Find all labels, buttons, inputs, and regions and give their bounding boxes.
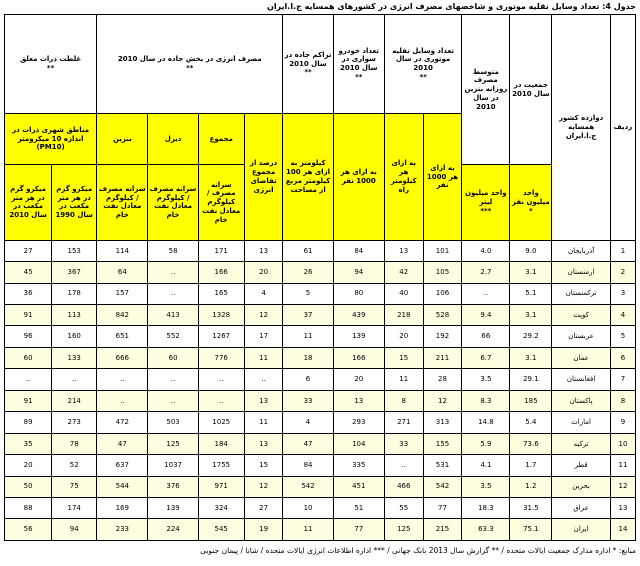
cell-share: 20 xyxy=(244,262,283,283)
header-energy-diesel-sub: سرانه مصرف / کیلوگرم معادل نفت خام xyxy=(148,165,198,241)
cell-pop: 3.1 xyxy=(510,305,552,326)
cell-fuel: .. xyxy=(462,283,510,304)
cell-pm2010: 27 xyxy=(5,240,52,261)
cell-pop: 75.1 xyxy=(510,519,552,541)
cell-n: 12 xyxy=(610,476,635,497)
cell-petrol: .. xyxy=(97,390,148,411)
table-row xyxy=(5,476,636,497)
header-energy-petrol-sub: سرانه مصرف / کیلوگرم معادل نفت خام xyxy=(97,165,148,241)
cell-country: قطر xyxy=(552,455,611,476)
cell-share: 12 xyxy=(244,476,283,497)
cell-share: 13 xyxy=(244,390,283,411)
cell-n: 1 xyxy=(610,240,635,261)
cell-road: 11 xyxy=(283,326,333,347)
cell-road: 6 xyxy=(283,369,333,390)
cell-v1000: 77 xyxy=(423,497,462,518)
cell-vkm: 271 xyxy=(384,412,423,433)
cell-pm1990: 52 xyxy=(52,455,97,476)
cell-n: 8 xyxy=(610,390,635,411)
cell-country: ایران xyxy=(552,519,611,541)
cell-country: عراق xyxy=(552,497,611,518)
cell-pm1990: 133 xyxy=(52,347,97,368)
cell-v1000: 101 xyxy=(423,240,462,261)
table-row xyxy=(5,412,636,433)
cell-pm1990: 273 xyxy=(52,412,97,433)
cell-vkm: 11 xyxy=(384,369,423,390)
cell-country: ترکمنستان xyxy=(552,283,611,304)
header-vehicles xyxy=(384,15,461,114)
cell-diesel: 60 xyxy=(148,347,198,368)
cell-total: .. xyxy=(198,390,244,411)
cell-n: 7 xyxy=(610,369,635,390)
cell-pop: 29.1 xyxy=(510,369,552,390)
cell-diesel: .. xyxy=(148,369,198,390)
cell-road: 5 xyxy=(283,283,333,304)
cell-fuel: 3.5 xyxy=(462,369,510,390)
cell-pop: 31.5 xyxy=(510,497,552,518)
cell-fuel: 14.8 xyxy=(462,412,510,433)
cell-petrol: 637 xyxy=(97,455,148,476)
cell-pm2010: 45 xyxy=(5,262,52,283)
cell-pop: 29.2 xyxy=(510,326,552,347)
header-population-label: جمعیت در سال 2010 xyxy=(512,80,550,98)
cell-v1000: 215 xyxy=(423,519,462,541)
cell-pop: 3.1 xyxy=(510,262,552,283)
cell-pm2010: 91 xyxy=(5,305,52,326)
cell-road: 10 xyxy=(283,497,333,518)
cell-v1000: 155 xyxy=(423,433,462,454)
cell-fuel: 2.7 xyxy=(462,262,510,283)
cell-v1000: 106 xyxy=(423,283,462,304)
cell-vkm: 15 xyxy=(384,347,423,368)
table-row xyxy=(5,390,636,411)
cell-diesel: .. xyxy=(148,262,198,283)
header-road-density-note: ** xyxy=(304,68,312,77)
cell-pop: 5.1 xyxy=(510,283,552,304)
cell-fuel: 66 xyxy=(462,326,510,347)
cell-n: 14 xyxy=(610,519,635,541)
cell-n: 10 xyxy=(610,433,635,454)
header-road-density xyxy=(283,15,333,114)
cell-fuel: 6.7 xyxy=(462,347,510,368)
cell-road: 26 xyxy=(283,262,333,283)
cell-pop: 3.1 xyxy=(510,347,552,368)
cell-share: 11 xyxy=(244,347,283,368)
cell-country: ترکیه xyxy=(552,433,611,454)
cell-petrol: 169 xyxy=(97,497,148,518)
cell-road: 11 xyxy=(283,519,333,541)
cell-diesel: 224 xyxy=(148,519,198,541)
table-row xyxy=(5,347,636,368)
header-pm-note: ** xyxy=(46,64,55,73)
cell-country: آذربایجان xyxy=(552,240,611,261)
cell-country: بحرین xyxy=(552,476,611,497)
cell-pm1990: 174 xyxy=(52,497,97,518)
cell-share: 4 xyxy=(244,283,283,304)
cell-vkm: 466 xyxy=(384,476,423,497)
cell-c1000: 139 xyxy=(333,326,384,347)
cell-pm2010: 36 xyxy=(5,283,52,304)
cell-c1000: 451 xyxy=(333,476,384,497)
cell-n: 2 xyxy=(610,262,635,283)
cell-vkm: 33 xyxy=(384,433,423,454)
cell-total: 776 xyxy=(198,347,244,368)
table-row xyxy=(5,433,636,454)
cell-vkm: 8 xyxy=(384,390,423,411)
cell-vkm: 125 xyxy=(384,519,423,541)
cell-v1000: 528 xyxy=(423,305,462,326)
header-population-unit-label: واحد میلیون نفر xyxy=(512,189,550,207)
cell-diesel: 552 xyxy=(148,326,198,347)
cell-diesel: 139 xyxy=(148,497,198,518)
header-road-density-label: تراکم جاده در سال 2010 xyxy=(284,50,332,68)
header-fuel-note: *** xyxy=(480,206,492,215)
cell-pm2010: 60 xyxy=(5,347,52,368)
cell-pop: 5.4 xyxy=(510,412,552,433)
header-energy-diesel: دیزل xyxy=(148,114,198,165)
cell-c1000: 51 xyxy=(333,497,384,518)
cell-vkm: 55 xyxy=(384,497,423,518)
header-energy-note: ** xyxy=(186,64,194,73)
cell-diesel: 125 xyxy=(148,433,198,454)
cell-n: 6 xyxy=(610,347,635,368)
cell-pm1990: 367 xyxy=(52,262,97,283)
cell-fuel: 3.5 xyxy=(462,476,510,497)
cell-n: 3 xyxy=(610,283,635,304)
cell-share: 15 xyxy=(244,455,283,476)
cell-pm2010: 35 xyxy=(5,433,52,454)
cell-diesel: 503 xyxy=(148,412,198,433)
cell-pop: 1.7 xyxy=(510,455,552,476)
cell-c1000: 166 xyxy=(333,347,384,368)
cell-pm1990: 75 xyxy=(52,476,97,497)
table-body xyxy=(5,240,636,540)
cell-diesel: 1037 xyxy=(148,455,198,476)
cell-diesel: 58 xyxy=(148,240,198,261)
cell-petrol: 544 xyxy=(97,476,148,497)
cell-diesel: .. xyxy=(148,390,198,411)
cell-share: 17 xyxy=(244,326,283,347)
header-population-note: * xyxy=(529,206,533,215)
cell-road: 37 xyxy=(283,305,333,326)
cell-diesel: 413 xyxy=(148,305,198,326)
cell-v1000: 313 xyxy=(423,412,462,433)
cell-pm2010: 91 xyxy=(5,390,52,411)
header-pm-1990: میکرو گرم در هر متر مکعب در سال 1990 xyxy=(52,165,97,241)
cell-c1000: 104 xyxy=(333,433,384,454)
header-row-no: ردیف xyxy=(610,15,635,241)
cell-fuel: 5.9 xyxy=(462,433,510,454)
cell-total: 165 xyxy=(198,283,244,304)
cell-petrol: 666 xyxy=(97,347,148,368)
header-cars xyxy=(333,15,384,114)
header-energy-label: مصرف انرژی در بخش جاده در سال 2010 xyxy=(117,55,262,64)
cell-total: 1267 xyxy=(198,326,244,347)
cell-n: 11 xyxy=(610,455,635,476)
cell-pm1990: 78 xyxy=(52,433,97,454)
header-vehicles-label: تعداد وسایل نقلیه موتوری در سال 2010 xyxy=(392,46,455,73)
header-energy-share: درصد از مجموع تقاضای انرژی xyxy=(244,114,283,241)
header-veh-per-km: به ازای هر کیلومتر راه xyxy=(384,114,423,241)
cell-pm2010: 96 xyxy=(5,326,52,347)
cell-vkm: 218 xyxy=(384,305,423,326)
cell-total: .. xyxy=(198,369,244,390)
header-pm-sub: مناطق شهری ذرات در اندازه 10 میکرومتر (PM10) xyxy=(5,114,97,165)
cell-total: 971 xyxy=(198,476,244,497)
cell-c1000: 293 xyxy=(333,412,384,433)
header-fuel xyxy=(462,15,510,165)
table-title: جدول 4: تعداد وسایل نقلیه موتوری و شاخصهای مصرف انرژی در کشورهای همسایه ج.ا.ایران xyxy=(266,2,636,11)
cell-road: 84 xyxy=(283,455,333,476)
cell-country: عربستان xyxy=(552,326,611,347)
cell-pm2010: 89 xyxy=(5,412,52,433)
cell-country: افغانستان xyxy=(552,369,611,390)
header-fuel-label: متوسط مصرف روزانه بنزین در سال 2010 xyxy=(464,67,508,111)
header-energy-total: مجموع xyxy=(198,114,244,165)
cell-diesel: .. xyxy=(148,283,198,304)
cell-n: 13 xyxy=(610,497,635,518)
cell-petrol: 472 xyxy=(97,412,148,433)
cell-total: 545 xyxy=(198,519,244,541)
header-cars-per-1000: به ازای هر 1000 نفر xyxy=(333,114,384,241)
cell-c1000: 84 xyxy=(333,240,384,261)
cell-road: 47 xyxy=(283,433,333,454)
cell-v1000: 531 xyxy=(423,455,462,476)
source-note: منابع: * اداره مدارک جمعیت ایالات متحده / ** گزارش سال 2013 بانک جهانی / *** اداره اطلاعات انرژی ایالات متحده / شانا / پیمان جنوبی xyxy=(200,546,636,555)
cell-n: 5 xyxy=(610,326,635,347)
cell-petrol: .. xyxy=(97,369,148,390)
cell-share: 13 xyxy=(244,433,283,454)
table-row xyxy=(5,262,636,283)
table-row xyxy=(5,455,636,476)
cell-v1000: 105 xyxy=(423,262,462,283)
cell-total: 171 xyxy=(198,240,244,261)
header-fuel-unit xyxy=(462,165,510,241)
cell-pm1990: 113 xyxy=(52,305,97,326)
header-population xyxy=(510,15,552,165)
cell-v1000: 211 xyxy=(423,347,462,368)
cell-pm1990: 214 xyxy=(52,390,97,411)
cell-fuel: 8.3 xyxy=(462,390,510,411)
cell-n: 4 xyxy=(610,305,635,326)
cell-petrol: 47 xyxy=(97,433,148,454)
header-population-unit xyxy=(510,165,552,241)
cell-share: .. xyxy=(244,369,283,390)
cell-total: 1755 xyxy=(198,455,244,476)
table-row xyxy=(5,369,636,390)
cell-country: کویت xyxy=(552,305,611,326)
cell-c1000: 335 xyxy=(333,455,384,476)
table-row xyxy=(5,240,636,261)
cell-c1000: 20 xyxy=(333,369,384,390)
cell-c1000: 439 xyxy=(333,305,384,326)
cell-road: 18 xyxy=(283,347,333,368)
cell-total: 1025 xyxy=(198,412,244,433)
cell-pop: 9.0 xyxy=(510,240,552,261)
header-country: دوازده کشور همسایه ج.ا.ایران xyxy=(552,15,611,241)
table-row xyxy=(5,497,636,518)
cell-fuel: 63.3 xyxy=(462,519,510,541)
cell-n: 9 xyxy=(610,412,635,433)
header-row-1 xyxy=(5,15,636,114)
cell-country: پاکستان xyxy=(552,390,611,411)
cell-road: 4 xyxy=(283,412,333,433)
cell-share: 27 xyxy=(244,497,283,518)
cell-petrol: 157 xyxy=(97,283,148,304)
cell-share: 13 xyxy=(244,240,283,261)
cell-v1000: 542 xyxy=(423,476,462,497)
cell-v1000: 192 xyxy=(423,326,462,347)
cell-vkm: 40 xyxy=(384,283,423,304)
cell-vkm: 20 xyxy=(384,326,423,347)
cell-pm1990: 178 xyxy=(52,283,97,304)
table-row xyxy=(5,283,636,304)
cell-c1000: 13 xyxy=(333,390,384,411)
cell-fuel: 9.4 xyxy=(462,305,510,326)
table-row xyxy=(5,305,636,326)
header-pm-label: غلظت ذرات معلق xyxy=(19,55,82,64)
cell-petrol: 114 xyxy=(97,240,148,261)
cell-road: 33 xyxy=(283,390,333,411)
cell-vkm: 13 xyxy=(384,240,423,261)
cell-road: 542 xyxy=(283,476,333,497)
cell-petrol: 651 xyxy=(97,326,148,347)
energy-vehicles-table xyxy=(4,14,636,541)
cell-pm1990: 153 xyxy=(52,240,97,261)
header-fuel-unit-label: واحد میلیون لیتر xyxy=(465,189,507,207)
header-veh-per-1000: به ازای هر 1000 نفر xyxy=(423,114,462,241)
cell-pop: 185 xyxy=(510,390,552,411)
cell-country: عمان xyxy=(552,347,611,368)
header-vehicles-note: ** xyxy=(419,72,427,81)
cell-total: 166 xyxy=(198,262,244,283)
cell-c1000: 94 xyxy=(333,262,384,283)
cell-v1000: 12 xyxy=(423,390,462,411)
cell-fuel: 4.1 xyxy=(462,455,510,476)
cell-vkm: .. xyxy=(384,455,423,476)
cell-pm1990: 94 xyxy=(52,519,97,541)
cell-vkm: 42 xyxy=(384,262,423,283)
header-pm xyxy=(5,15,97,114)
cell-country: امارات xyxy=(552,412,611,433)
cell-fuel: 18.3 xyxy=(462,497,510,518)
cell-pm2010: .. xyxy=(5,369,52,390)
table-row xyxy=(5,519,636,541)
cell-total: 1328 xyxy=(198,305,244,326)
header-energy xyxy=(97,15,283,114)
cell-petrol: 64 xyxy=(97,262,148,283)
header-pm-2010: میکرو گرم در هر متر مکعب در سال 2010 xyxy=(5,165,52,241)
header-cars-note: ** xyxy=(355,72,363,81)
cell-share: 12 xyxy=(244,305,283,326)
cell-pop: 1.2 xyxy=(510,476,552,497)
cell-country: ارمنستان xyxy=(552,262,611,283)
header-energy-total-sub: سرانه مصرف / کیلوگرم معادل نفت خام xyxy=(198,165,244,241)
cell-c1000: 80 xyxy=(333,283,384,304)
cell-c1000: 77 xyxy=(333,519,384,541)
cell-total: 324 xyxy=(198,497,244,518)
cell-pm1990: .. xyxy=(52,369,97,390)
cell-pm2010: 56 xyxy=(5,519,52,541)
cell-petrol: 233 xyxy=(97,519,148,541)
cell-road: 61 xyxy=(283,240,333,261)
cell-share: 11 xyxy=(244,412,283,433)
cell-pm2010: 20 xyxy=(5,455,52,476)
cell-fuel: 4.0 xyxy=(462,240,510,261)
header-road-density-sub: کیلومتر به ازای هر 100 کیلومتر مربع از مساحت xyxy=(283,114,333,241)
cell-petrol: 842 xyxy=(97,305,148,326)
cell-total: 184 xyxy=(198,433,244,454)
cell-v1000: 28 xyxy=(423,369,462,390)
cell-diesel: 376 xyxy=(148,476,198,497)
table-row xyxy=(5,326,636,347)
cell-pm1990: 160 xyxy=(52,326,97,347)
cell-pm2010: 88 xyxy=(5,497,52,518)
cell-share: 19 xyxy=(244,519,283,541)
cell-pop: 73.6 xyxy=(510,433,552,454)
header-energy-petrol: بنزین xyxy=(97,114,148,165)
cell-pm2010: 50 xyxy=(5,476,52,497)
header-cars-label: تعداد خودرو سواری در سال 2010 xyxy=(338,46,379,73)
